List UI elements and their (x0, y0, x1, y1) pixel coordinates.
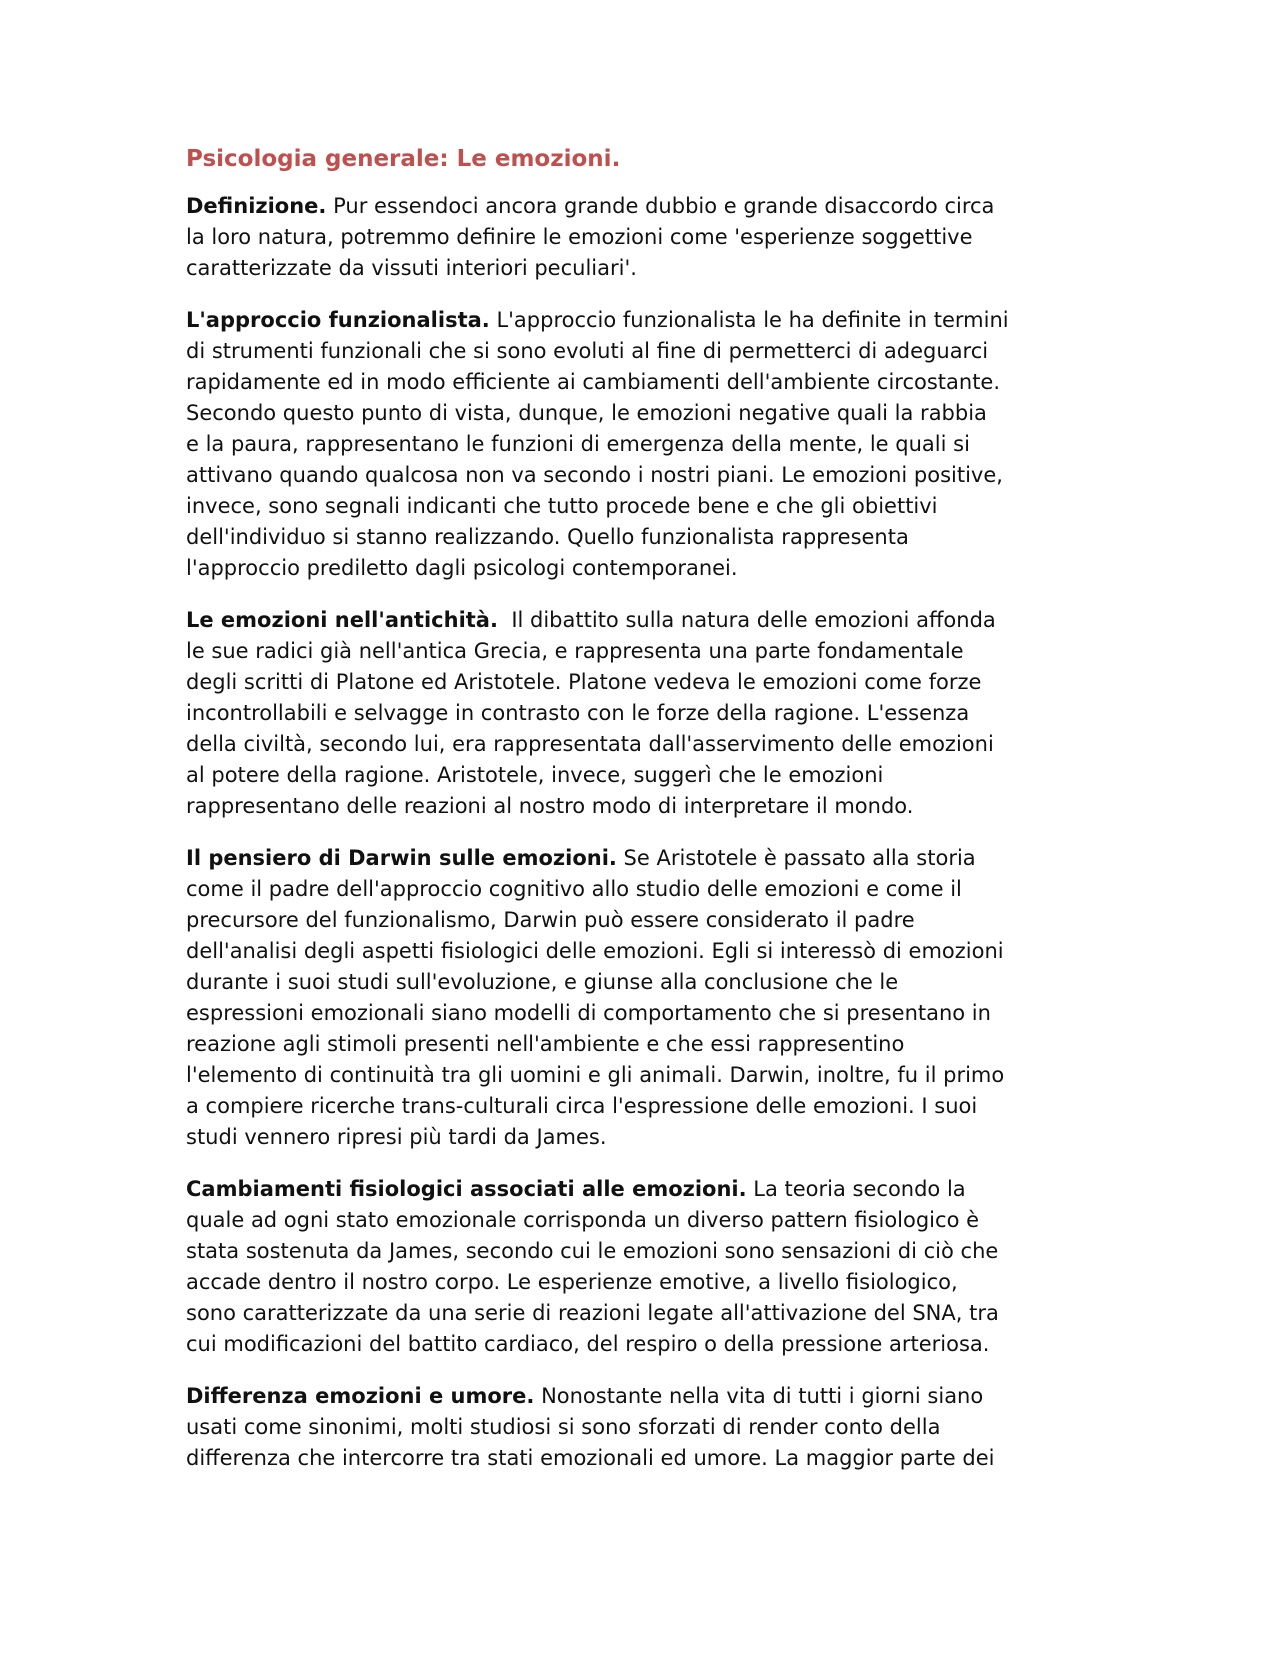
paragraph-line: Secondo questo punto di vista, dunque, le emozioni negative quali la rabbia (186, 401, 987, 425)
paragraph-line: differenza che intercorre tra stati emozionali ed umore. La maggior parte dei (186, 1446, 995, 1470)
paragraph-line: degli scritti di Platone ed Aristotele. Platone vedeva le emozioni come forze (186, 670, 982, 694)
section-approccio-funzionalista (186, 305, 1086, 584)
section-heading: Le emozioni nell'antichità. (186, 608, 498, 632)
paragraph-line: la loro natura, potremmo definire le emozioni come 'esperienze soggettive (186, 225, 973, 249)
paragraph-line: di strumenti funzionali che si sono evoluti al fine di permetterci di adeguarci (186, 339, 989, 363)
paragraph-line: durante i suoi studi sull'evoluzione, e giunse alla conclusione che le (186, 970, 899, 994)
paragraph-text: Nonostante nella vita di tutti i giorni siano (534, 1384, 984, 1408)
paragraph-line: rappresentano delle reazioni al nostro modo di interpretare il mondo. (186, 794, 914, 818)
paragraph-line: accade dentro il nostro corpo. Le esperienze emotive, a livello fisiologico, (186, 1270, 958, 1294)
paragraph-line (186, 191, 1086, 222)
paragraph-line: attivano quando qualcosa non va secondo i nostri piani. Le emozioni positive, (186, 463, 1003, 487)
paragraph-line (186, 843, 1086, 874)
paragraph-line: le sue radici già nell'antica Grecia, e rappresenta una parte fondamentale (186, 639, 964, 663)
paragraph-line: dell'analisi degli aspetti fisiologici delle emozioni. Egli si interessò di emozioni (186, 939, 1004, 963)
document-title: Psicologia generale: Le emozioni. (186, 146, 621, 172)
paragraph-line: l'approccio prediletto dagli psicologi contemporanei. (186, 556, 738, 580)
paragraph-line (186, 605, 1086, 636)
section-heading: Differenza emozioni e umore. (186, 1384, 535, 1408)
document-page (186, 143, 1086, 1495)
section-heading: Cambiamenti fisiologici associati alle emozioni. (186, 1177, 747, 1201)
paragraph-line: caratterizzate da vissuti interiori peculiari'. (186, 256, 637, 280)
section-definizione (186, 191, 1086, 284)
section-heading: Definizione. (186, 194, 327, 218)
paragraph-line: espressioni emozionali siano modelli di comportamento che si presentano in (186, 1001, 991, 1025)
section-emozioni-antichita (186, 605, 1086, 822)
paragraph-line: della civiltà, secondo lui, era rappresentata dall'asservimento delle emozioni (186, 732, 994, 756)
paragraph-line: incontrollabili e selvagge in contrasto con le forze della ragione. L'essenza (186, 701, 970, 725)
section-heading: Il pensiero di Darwin sulle emozioni. (186, 846, 617, 870)
section-pensiero-darwin (186, 843, 1086, 1153)
paragraph-text: L'approccio funzionalista le ha definite in termini (489, 308, 1009, 332)
paragraph-line: studi vennero ripresi più tardi da James. (186, 1125, 607, 1149)
paragraph-line: dell'individuo si stanno realizzando. Quello funzionalista rappresenta (186, 525, 909, 549)
section-heading: L'approccio funzionalista. (186, 308, 490, 332)
paragraph-line: rapidamente ed in modo efficiente ai cambiamenti dell'ambiente circostante. (186, 370, 1001, 394)
paragraph-line: cui modificazioni del battito cardiaco, del respiro o della pressione arteriosa. (186, 1332, 990, 1356)
paragraph-line: precursore del funzionalismo, Darwin può essere considerato il padre (186, 908, 915, 932)
paragraph-line: e la paura, rappresentano le funzioni di emergenza della mente, le quali si (186, 432, 970, 456)
section-cambiamenti-fisiologici (186, 1174, 1086, 1360)
paragraph-line: stata sostenuta da James, secondo cui le emozioni sono sensazioni di ciò che (186, 1239, 999, 1263)
paragraph-line: al potere della ragione. Aristotele, invece, suggerì che le emozioni (186, 763, 884, 787)
paragraph-line: usati come sinonimi, molti studiosi si sono sforzati di render conto della (186, 1415, 941, 1439)
paragraph-text: Pur essendoci ancora grande dubbio e grande disaccordo circa (326, 194, 995, 218)
paragraph-line: l'elemento di continuità tra gli uomini e gli animali. Darwin, inoltre, fu il primo (186, 1063, 1005, 1087)
paragraph-text: Se Aristotele è passato alla storia (616, 846, 976, 870)
paragraph-text: La teoria secondo la (746, 1177, 966, 1201)
paragraph-line: come il padre dell'approccio cognitivo allo studio delle emozioni e come il (186, 877, 962, 901)
paragraph-text: Il dibattito sulla natura delle emozioni affonda (497, 608, 996, 632)
paragraph-line: a compiere ricerche trans-culturali circa l'espressione delle emozioni. I suoi (186, 1094, 978, 1118)
paragraph-line: sono caratterizzate da una serie di reazioni legate all'attivazione del SNA, tra (186, 1301, 999, 1325)
section-differenza-emozioni-umore (186, 1381, 1086, 1474)
paragraph-line (186, 305, 1086, 336)
paragraph-line (186, 1381, 1086, 1412)
paragraph-line (186, 1174, 1086, 1205)
paragraph-line: reazione agli stimoli presenti nell'ambiente e che essi rappresentino (186, 1032, 905, 1056)
paragraph-line: invece, sono segnali indicanti che tutto procede bene e che gli obiettivi (186, 494, 938, 518)
paragraph-line: quale ad ogni stato emozionale corrisponda un diverso pattern fisiologico è (186, 1208, 980, 1232)
